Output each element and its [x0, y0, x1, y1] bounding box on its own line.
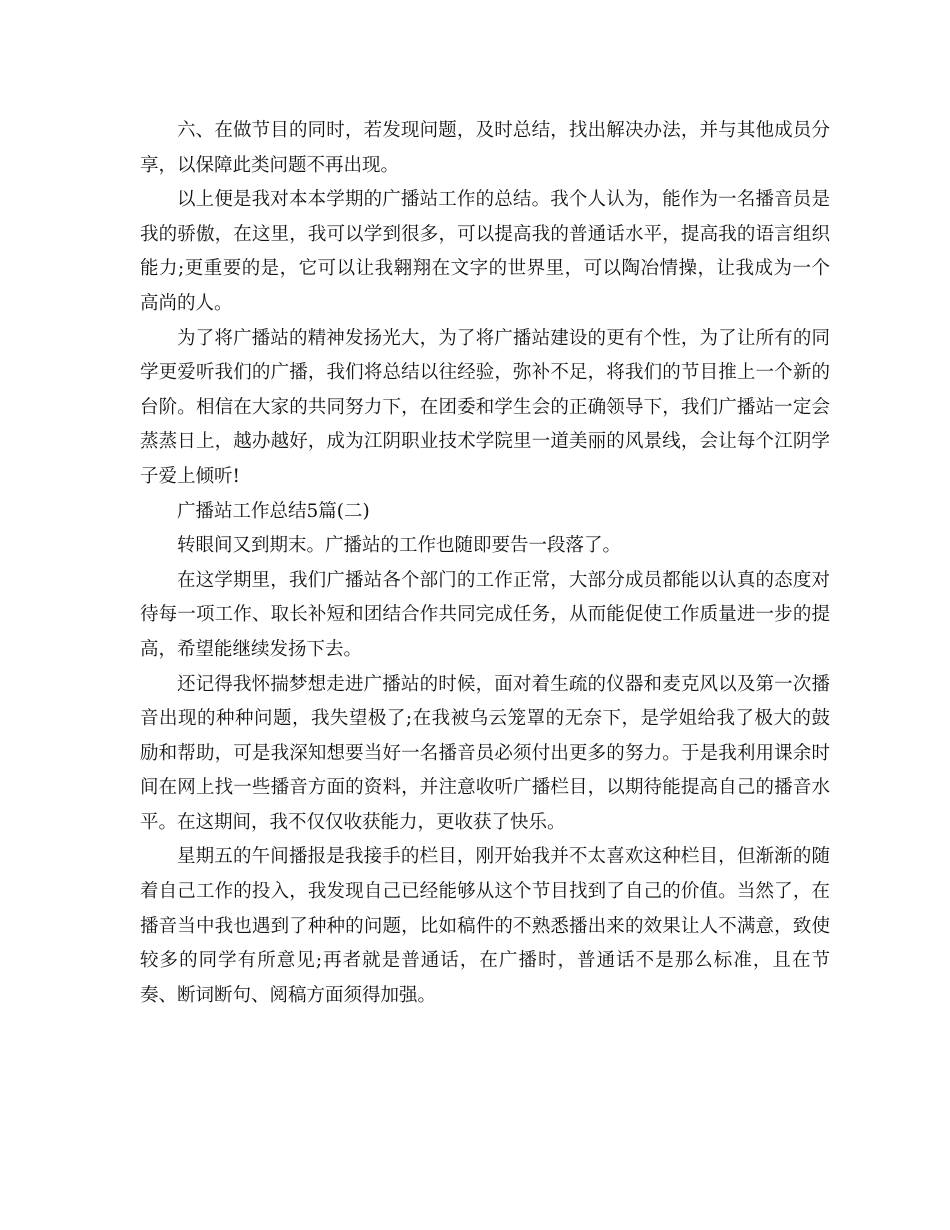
paragraph-intro: 转眼间又到期末。广播站的工作也随即要告一段落了。 [177, 535, 622, 557]
paragraph-friday-broadcast: 星期五的午间播报是我接手的栏目，刚开始我并不太喜欢这种栏目，但渐渐的随着自己工作的投入，我发现自己已经能够从这个节目找到了自己的价值。当然了，在播音当中我也遇到了种种的问题，比如稿件的不熟悉播出来的效果让人不满意，致使较多的同学有所意见;再者就是普通话，在广播时，普通话不是那么标准，且在节奏、断词断句、阅稿方面须得加强。 [140, 846, 830, 1006]
paragraph-outlook: 为了将广播站的精神发扬光大，为了将广播站建设的更有个性，为了让所有的同学更爱听我们的广播，我们将总结以往经验，弥补不足，将我们的节目推上一个新的台阶。相信在大家的共同努力下，在团委和学生会的正确领导下，我们广播站一定会蒸蒸日上，越办越好，成为江阴职业技术学院里一道美丽的风景线，会让每个江阴学子爱上倾听! [140, 327, 830, 487]
section-heading: 广播站工作总结5篇(二) [177, 500, 370, 522]
paragraph-semester: 在这学期里，我们广播站各个部门的工作正常，大部分成员都能以认真的态度对待每一项工作、取长补短和团结合作共同完成任务，从而能促使工作质量进一步的提高，希望能继续发扬下去。 [140, 569, 830, 660]
document-body [140, 114, 830, 1013]
paragraph-summary: 以上便是我对本本学期的广播站工作的总结。我个人认为，能作为一名播音员是我的骄傲，在这里，我可以学到很多，可以提高我的普通话水平，提高我的语言组织能力;更重要的是，它可以让我翱翔在文字的世界里，可以陶冶情操，让我成为一个高尚的人。 [140, 189, 830, 314]
paragraph-section-six: 六、在做节目的同时，若发现问题，及时总结，找出解决办法，并与其他成员分享，以保障此类问题不再出现。 [140, 120, 830, 176]
paragraph-memory: 还记得我怀揣梦想走进广播站的时候，面对着生疏的仪器和麦克风以及第一次播音出现的种种问题，我失望极了;在我被乌云笼罩的无奈下，是学姐给我了极大的鼓励和帮助，可是我深知想要当好一名播音员必须付出更多的努力。于是我利用课余时间在网上找一些播音方面的资料，并注意收听广播栏目，以期待能提高自己的播音水平。在这期间，我不仅仅收获能力，更收获了快乐。 [140, 673, 830, 833]
